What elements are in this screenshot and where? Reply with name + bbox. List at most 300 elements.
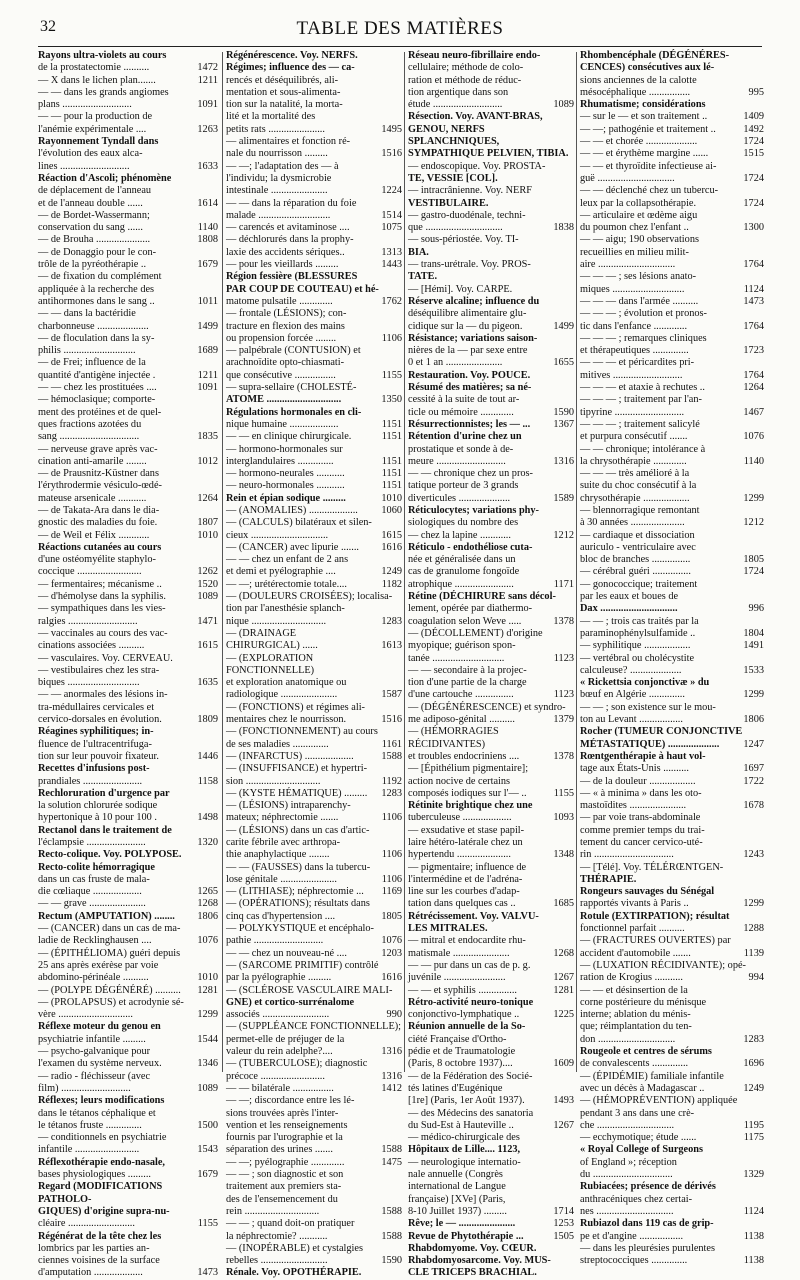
- index-line-text: — — et érythème margine ......: [580, 148, 709, 160]
- index-line-text: — de floculation dans la sy-: [38, 332, 155, 344]
- page-reference: 1249: [743, 1082, 764, 1094]
- index-line: [408, 185, 574, 197]
- index-line-text: de déplacement de l'anneau: [38, 185, 152, 197]
- index-line: [38, 394, 218, 406]
- page-reference: 1588: [381, 1205, 402, 1217]
- page-reference: 1010: [381, 492, 402, 504]
- index-line: [38, 1046, 218, 1058]
- index-line: [408, 75, 574, 87]
- index-line: [38, 419, 218, 431]
- index-line: [38, 579, 218, 591]
- index-line: [580, 321, 764, 333]
- index-line: [38, 136, 218, 148]
- index-line: [226, 1021, 402, 1033]
- index-line-text: conservation du sang ......: [38, 222, 143, 234]
- index-line-text: l'intermédine et de l'adréna-: [408, 873, 523, 885]
- index-line-text: GNE) et cortico-surrénalome: [226, 996, 355, 1008]
- index-line: [580, 726, 764, 738]
- page-number: 32: [40, 18, 56, 35]
- page-reference: 1012: [197, 455, 218, 467]
- index-line-text: — fermentaires; mécanisme ..: [38, 578, 162, 590]
- index-line-text: — (DÉCOLLEMENT) d'origine: [408, 627, 543, 639]
- index-line: [580, 210, 764, 222]
- index-line: [226, 1132, 402, 1144]
- page-reference: 1635: [197, 677, 218, 689]
- index-line: [408, 345, 574, 357]
- page-reference: 1283: [743, 1033, 764, 1045]
- index-line: [38, 247, 218, 259]
- page-reference: 1615: [381, 529, 402, 541]
- index-line-text: déséquilibre alimentaire glu-: [408, 308, 527, 320]
- index-line: [226, 431, 402, 443]
- index-line: [408, 357, 574, 369]
- index-line: [38, 849, 218, 861]
- index-line-text: Rhabdomyosarcome. Voy. MUS-: [408, 1255, 551, 1267]
- index-line-text: mentation et sous-alimenta-: [226, 86, 341, 98]
- index-line: [408, 923, 574, 935]
- index-line: [580, 985, 764, 997]
- index-line: [38, 948, 218, 960]
- index-line: [226, 628, 402, 653]
- index-line: [408, 271, 574, 283]
- index-line: [580, 997, 764, 1009]
- index-line: [226, 849, 402, 861]
- index-line: [226, 333, 402, 345]
- index-line-text: — — dans la réparation du foie: [226, 197, 357, 209]
- index-line: [38, 87, 218, 99]
- index-line: [38, 837, 218, 849]
- page-reference: 1378: [553, 615, 574, 627]
- index-line: [38, 505, 218, 517]
- page-reference: 1724: [743, 197, 764, 209]
- index-line: [38, 333, 218, 345]
- index-line: [580, 247, 764, 259]
- index-line-text: conjonctivo-lymphatique ..: [408, 1009, 520, 1021]
- page-reference: 1288: [743, 923, 764, 935]
- index-line: [38, 111, 218, 123]
- index-line: [38, 370, 218, 382]
- index-line-text: GENOU, NERFS SPLANCHNIQUES,: [408, 123, 500, 148]
- index-line: [408, 321, 574, 333]
- index-line-text: — vestibulaires chez les stra-: [38, 664, 160, 676]
- index-line-text: 8-10 Juillet 1937) .........: [408, 1205, 507, 1217]
- index-line-text: hypertendu .....................: [408, 849, 511, 861]
- index-line-text: tracture en flexion des mains: [226, 320, 345, 332]
- index-line-text: — — et syphilis ...............: [408, 984, 517, 996]
- index-line: [38, 591, 218, 603]
- index-line: [580, 739, 764, 751]
- index-line: [226, 862, 402, 874]
- page-reference: 1076: [743, 431, 764, 443]
- index-line-text: — sous-périostée. Voy. TI-: [408, 234, 519, 246]
- index-line: [226, 1108, 402, 1120]
- index-line: [580, 1206, 764, 1218]
- index-line-text: — (OPÉRATIONS); résultats dans: [226, 898, 370, 910]
- index-line-text: — supra-sellaire (CHOLESTÉ-: [226, 382, 357, 394]
- index-line: [580, 1108, 764, 1120]
- index-line-text: française) [XVe] (Paris,: [408, 1193, 506, 1205]
- index-line-text: interne; ablation du ménis-: [580, 1009, 691, 1021]
- index-line-text: MÉTASTATIQUE) ....................: [580, 738, 720, 750]
- index-line: [38, 935, 218, 947]
- page-reference: 1615: [197, 640, 218, 652]
- index-line-text: TATE.: [408, 271, 438, 283]
- index-line-text: Rubiazol dans 119 cas de grip-: [580, 1218, 714, 1230]
- index-line-text: — — chez les prostituées ....: [38, 382, 157, 394]
- page-reference: 1264: [743, 382, 764, 394]
- page-reference: 1300: [743, 222, 764, 234]
- index-line-text: — hormono-hormonales sur: [226, 443, 343, 455]
- index-line-text: — — chronique; intolérance à: [580, 443, 706, 455]
- index-line-text: cervico-dorsales en évolution.: [38, 714, 162, 726]
- index-line-text: — nerveuse grave après vac-: [38, 443, 158, 455]
- index-line: [38, 1255, 218, 1267]
- index-line: [38, 161, 218, 173]
- index-line-text: (Paris, 8 octobre 1937)....: [408, 1058, 513, 1070]
- page-reference: 1313: [381, 246, 402, 258]
- index-line: [38, 493, 218, 505]
- index-line: [408, 579, 574, 591]
- index-line: [580, 345, 764, 357]
- index-line: [408, 407, 574, 419]
- index-line: [580, 972, 764, 984]
- index-line: [408, 222, 574, 234]
- index-line: [226, 357, 402, 369]
- index-line: [38, 1181, 218, 1206]
- index-line: [408, 1108, 574, 1120]
- index-line-text: Rétrécissement. Voy. VALVU-: [408, 910, 539, 922]
- index-line-text: — neurologique internatio-: [408, 1156, 521, 1168]
- page-reference: 1367: [553, 418, 574, 430]
- index-line-text: coccique .........................: [38, 566, 142, 578]
- index-line: [408, 702, 574, 714]
- index-line: [580, 1071, 764, 1083]
- index-line: [38, 898, 218, 910]
- index-line-text: — — pour la production de: [38, 111, 153, 123]
- index-line-text: ticle ou mémoire .............: [408, 406, 514, 418]
- page-reference: 1155: [197, 1218, 218, 1230]
- index-line-text: chrysothérapie ..................: [580, 492, 690, 504]
- index-line-text: tés latines d'Eugénique: [408, 1082, 503, 1094]
- index-line: [38, 923, 218, 935]
- index-line-text: action nocive de certains: [408, 775, 511, 787]
- index-line-text: Réactions cutanées au cours: [38, 541, 162, 553]
- index-line: [408, 726, 574, 751]
- index-line-text: — (DÉGÉNÉRESCENCE) et syndro-: [408, 701, 566, 713]
- page-reference: 1804: [743, 627, 764, 639]
- index-line-text: aire ..............................: [580, 259, 676, 271]
- index-line: [580, 579, 764, 591]
- page-reference: 1329: [743, 1169, 764, 1181]
- index-line-text: Rayons ultra-violets au cours: [38, 50, 167, 61]
- index-line: [580, 862, 764, 874]
- index-line-text: — —; pyélographie .............: [226, 1156, 345, 1168]
- index-line: [408, 517, 574, 529]
- page-reference: 1139: [743, 947, 764, 959]
- page-reference: 1268: [197, 898, 218, 910]
- page-reference: 1589: [553, 492, 574, 504]
- index-line: [408, 198, 574, 210]
- page-reference: 1679: [197, 1169, 218, 1181]
- page-reference: 1267: [553, 1119, 574, 1131]
- index-line: [226, 382, 402, 394]
- index-line-text: Rétention d'urine chez un: [408, 431, 522, 443]
- index-line-text: Rhombencéphale (DÉGÉNÉRES-: [580, 50, 730, 61]
- index-line: [38, 542, 218, 554]
- index-line-text: SYMPATHIQUE PELVIEN, TIBIA.: [408, 148, 569, 160]
- index-line: [408, 419, 574, 431]
- page-reference: 1409: [743, 111, 764, 123]
- page-title: TABLE DES MATIÈRES: [296, 18, 504, 39]
- page-reference: 1724: [743, 566, 764, 578]
- page-reference: 1010: [197, 529, 218, 541]
- index-line: [38, 665, 218, 677]
- index-line-text: que; réimplantation du ten-: [580, 1021, 692, 1033]
- index-line: [226, 1181, 402, 1193]
- page-reference: 1588: [381, 1144, 402, 1156]
- index-line-text: et de l'anneau double ......: [38, 197, 143, 209]
- index-line-text: — de Takata-Ara dans le dia-: [38, 504, 160, 516]
- index-line: [408, 493, 574, 505]
- page-reference: 1151: [381, 431, 402, 443]
- index-line: [580, 1181, 764, 1193]
- index-line: [580, 111, 764, 123]
- index-line-text: — (FRACTURES OUVERTES) par: [580, 935, 731, 947]
- page-reference: 1093: [553, 812, 574, 824]
- index-line: [38, 234, 218, 246]
- index-line-text: la solution chlorurée sodique: [38, 800, 158, 812]
- index-line: [408, 210, 574, 222]
- index-line-text: rin ...............................: [580, 849, 674, 861]
- index-line: [408, 874, 574, 886]
- page-reference: 1089: [197, 1082, 218, 1094]
- index-line: [38, 210, 218, 222]
- index-line: [580, 456, 764, 468]
- page-header: [0, 18, 800, 42]
- index-line-text: — alimentaires et fonction ré-: [226, 136, 351, 148]
- page-reference: 1379: [553, 714, 574, 726]
- index-line-text: Réaction d'Ascoli; phénomène: [38, 172, 172, 184]
- index-line-text: l'évolution des eaux alca-: [38, 148, 143, 160]
- index-line: [38, 972, 218, 984]
- index-line: [38, 124, 218, 136]
- index-line: [580, 640, 764, 652]
- index-line-text: — — ; quand doit-on pratiquer: [226, 1218, 355, 1230]
- index-line-text: Rétinite brightique chez une: [408, 800, 533, 812]
- index-line: [408, 1071, 574, 1083]
- index-line-text: — (HÉMORRAGIES RÉCIDIVANTES): [408, 726, 499, 750]
- index-line: [408, 751, 574, 763]
- index-line: [408, 640, 574, 652]
- page-reference: 1505: [553, 1230, 574, 1242]
- index-line: [580, 296, 764, 308]
- page-reference: 1590: [553, 406, 574, 418]
- index-line: [38, 603, 218, 615]
- index-line-text: che ..............................: [580, 1119, 675, 1131]
- index-line-text: appliquée à la recherche des: [38, 283, 155, 295]
- index-line: [38, 788, 218, 800]
- index-line-text: — mitral et endocardite rhu-: [408, 935, 526, 947]
- index-line-text: prostatique et sonde à de-: [408, 443, 514, 455]
- index-line-text: — —; urétérectomie totale....: [226, 578, 347, 590]
- index-line-text: — X dans le lichen plan.......: [38, 74, 156, 86]
- index-line: [580, 333, 764, 345]
- index-line: [38, 886, 218, 898]
- index-line-text: TE, VESSIE [COL].: [408, 172, 498, 184]
- index-line: [38, 321, 218, 333]
- index-line-text: du poumon chez l'enfant ..: [580, 222, 689, 234]
- index-line-text: Rayonnement Tyndall dans: [38, 136, 159, 148]
- index-line-text: — (INFARCTUS) ...................: [226, 750, 354, 762]
- index-line: [580, 628, 764, 640]
- index-line-text: don ..............................: [580, 1033, 676, 1045]
- index-line: [580, 530, 764, 542]
- index-line-text: — (INOPÉRABLE) et cystalgies: [226, 1242, 363, 1254]
- index-line-text: — (POLYPE DÉGÉNÉRÉ) ..........: [38, 984, 181, 996]
- index-line: [408, 566, 574, 578]
- index-line: [580, 271, 764, 283]
- index-line: [38, 911, 218, 923]
- index-line-text: Rectanol dans le traitement de: [38, 824, 172, 836]
- page-reference: 1169: [381, 886, 402, 898]
- index-line: [226, 948, 402, 960]
- index-line: [226, 284, 402, 296]
- index-line-text: — (HÉMOPRÉVENTION) appliquée: [580, 1095, 738, 1107]
- index-line: [408, 111, 574, 123]
- index-line: [580, 923, 764, 935]
- index-line-text: — hormono-neurales ...........: [226, 468, 345, 480]
- index-line-text: — (INSUFFISANCE) et hypertri-: [226, 763, 367, 775]
- index-line: [38, 1034, 218, 1046]
- index-line-text: ralgies ...........................: [38, 615, 138, 627]
- index-line-text: THÉRAPIE.: [580, 873, 637, 885]
- index-line-text: pathie ...........................: [226, 935, 324, 947]
- index-line: [580, 185, 764, 197]
- index-line-text: lité et la mortalité des: [226, 111, 316, 123]
- index-line-text: de ses maladies ..............: [226, 738, 329, 750]
- index-line: [226, 50, 402, 62]
- index-line: [580, 1132, 764, 1144]
- page-reference: 1140: [197, 222, 218, 234]
- index-line-text: guë ..............................: [580, 172, 675, 184]
- page-reference: 1316: [381, 1070, 402, 1082]
- index-line-text: cination anti-amarile ........: [38, 455, 147, 467]
- index-line-text: nières de la — par sexe entre: [408, 345, 528, 357]
- page-reference: 1689: [197, 345, 218, 357]
- index-line-text: philis ............................: [38, 345, 136, 357]
- index-line: [580, 1009, 764, 1021]
- index-line-text: — — ; son existence sur le mou-: [580, 701, 716, 713]
- index-line: [226, 161, 402, 173]
- index-line-text: cieux ..............................: [226, 529, 329, 541]
- index-line: [226, 739, 402, 751]
- index-line: [226, 714, 402, 726]
- index-line-text: — articulaire et œdème aigu: [580, 209, 698, 221]
- index-line-text: — — chez un enfant de 2 ans: [226, 554, 349, 566]
- index-line-text: paraminophénylsulfamide ..: [580, 627, 696, 639]
- index-line-text: Rhabdomyome. Voy. CŒUR.: [408, 1242, 537, 1254]
- index-line: [38, 185, 218, 197]
- index-line-text: tement du cancer cervico-uté-: [580, 837, 703, 848]
- index-line-text: — de la Fédération des Socié-: [408, 1070, 533, 1082]
- index-line-text: VESTIBULAIRE.: [408, 197, 489, 209]
- index-line-text: — (LUXATION RÉCIDIVANTE); opé-: [580, 959, 746, 971]
- index-line-text: ciennes voisines de la surface: [38, 1255, 160, 1267]
- index-line-text: — — dans les grands angiomes: [38, 86, 169, 98]
- index-line-text: ques fractions azotées du: [38, 418, 142, 430]
- index-line-text: Recto-colite hémorragique: [38, 861, 155, 873]
- index-line: [38, 960, 218, 972]
- index-line: [226, 407, 402, 419]
- index-line: [408, 591, 574, 603]
- index-line-text: Rocher (TUMEUR CONJONCTIVE: [580, 726, 743, 738]
- index-line: [226, 1267, 402, 1279]
- index-column-3: [408, 50, 574, 1279]
- index-line-text: lement, opérée par diathermo-: [408, 603, 533, 615]
- page-reference: 1724: [743, 172, 764, 184]
- page-reference: 1588: [381, 750, 402, 762]
- index-line: [580, 308, 764, 320]
- index-line: [580, 935, 764, 947]
- index-line: [580, 284, 764, 296]
- index-line-text: — [Épithélium pigmentaire];: [408, 763, 529, 775]
- index-line-text: précoce .........................: [226, 1070, 325, 1082]
- index-line: [38, 997, 218, 1009]
- index-line-text: le tétanos fruste ..............: [38, 1119, 142, 1131]
- index-line-text: sions trouvées après l'inter-: [226, 1107, 339, 1119]
- index-line-text: — — en clinique chirurgicale.: [226, 431, 352, 443]
- index-line: [580, 1058, 764, 1070]
- index-line-text: — — chez un nouveau-né ....: [226, 947, 347, 959]
- index-line-text: — — (FAUSSES) dans la tubercu-: [226, 861, 371, 873]
- index-line: [408, 1058, 574, 1070]
- index-line: [38, 874, 218, 886]
- index-line-text: du Sud-Est à Hauteville ..: [408, 1119, 514, 1131]
- index-line-text: — — — dans l'armée ..........: [580, 295, 699, 307]
- index-line: [408, 800, 574, 812]
- index-line-text: siologiques du nombre des: [408, 517, 519, 529]
- index-line-text: bases physiologiques .........: [38, 1169, 151, 1181]
- index-line-text: avec un décès à Madagascar ..: [580, 1082, 705, 1094]
- index-line: [226, 825, 402, 837]
- index-line-text: vention et les renseignements: [226, 1119, 348, 1131]
- index-line: [580, 886, 764, 898]
- index-line-text: — hémoclasique; comporte-: [38, 394, 156, 406]
- page-reference: 1807: [197, 517, 218, 529]
- index-line-text: matismale ......................: [408, 947, 510, 959]
- page-reference: 1155: [553, 787, 574, 799]
- index-line: [580, 837, 764, 849]
- page-reference: 1253: [553, 1218, 574, 1230]
- index-line-text: Rougeole et centres de sérums: [580, 1046, 712, 1058]
- index-line-text: — (TUBERCULOSE); diagnostic: [226, 1058, 368, 1070]
- index-line-text: — (CANCER) avec lipurie .......: [226, 541, 359, 553]
- index-line: [226, 554, 402, 566]
- page-reference: 1106: [381, 812, 402, 824]
- page-reference: 1446: [197, 750, 218, 762]
- index-line: [408, 1021, 574, 1033]
- index-line: [38, 284, 218, 296]
- index-line: [408, 1144, 574, 1156]
- index-line-text: mitives ...........................: [580, 369, 683, 381]
- index-line-text: diverticules ....................: [408, 492, 511, 504]
- index-line: [226, 1009, 402, 1021]
- index-line: [38, 198, 218, 210]
- index-line-text: interglandulaires ..............: [226, 455, 334, 467]
- index-line: [38, 1243, 218, 1255]
- index-line-text: — conditionnels en psychiatrie: [38, 1132, 167, 1144]
- index-line: [226, 1206, 402, 1218]
